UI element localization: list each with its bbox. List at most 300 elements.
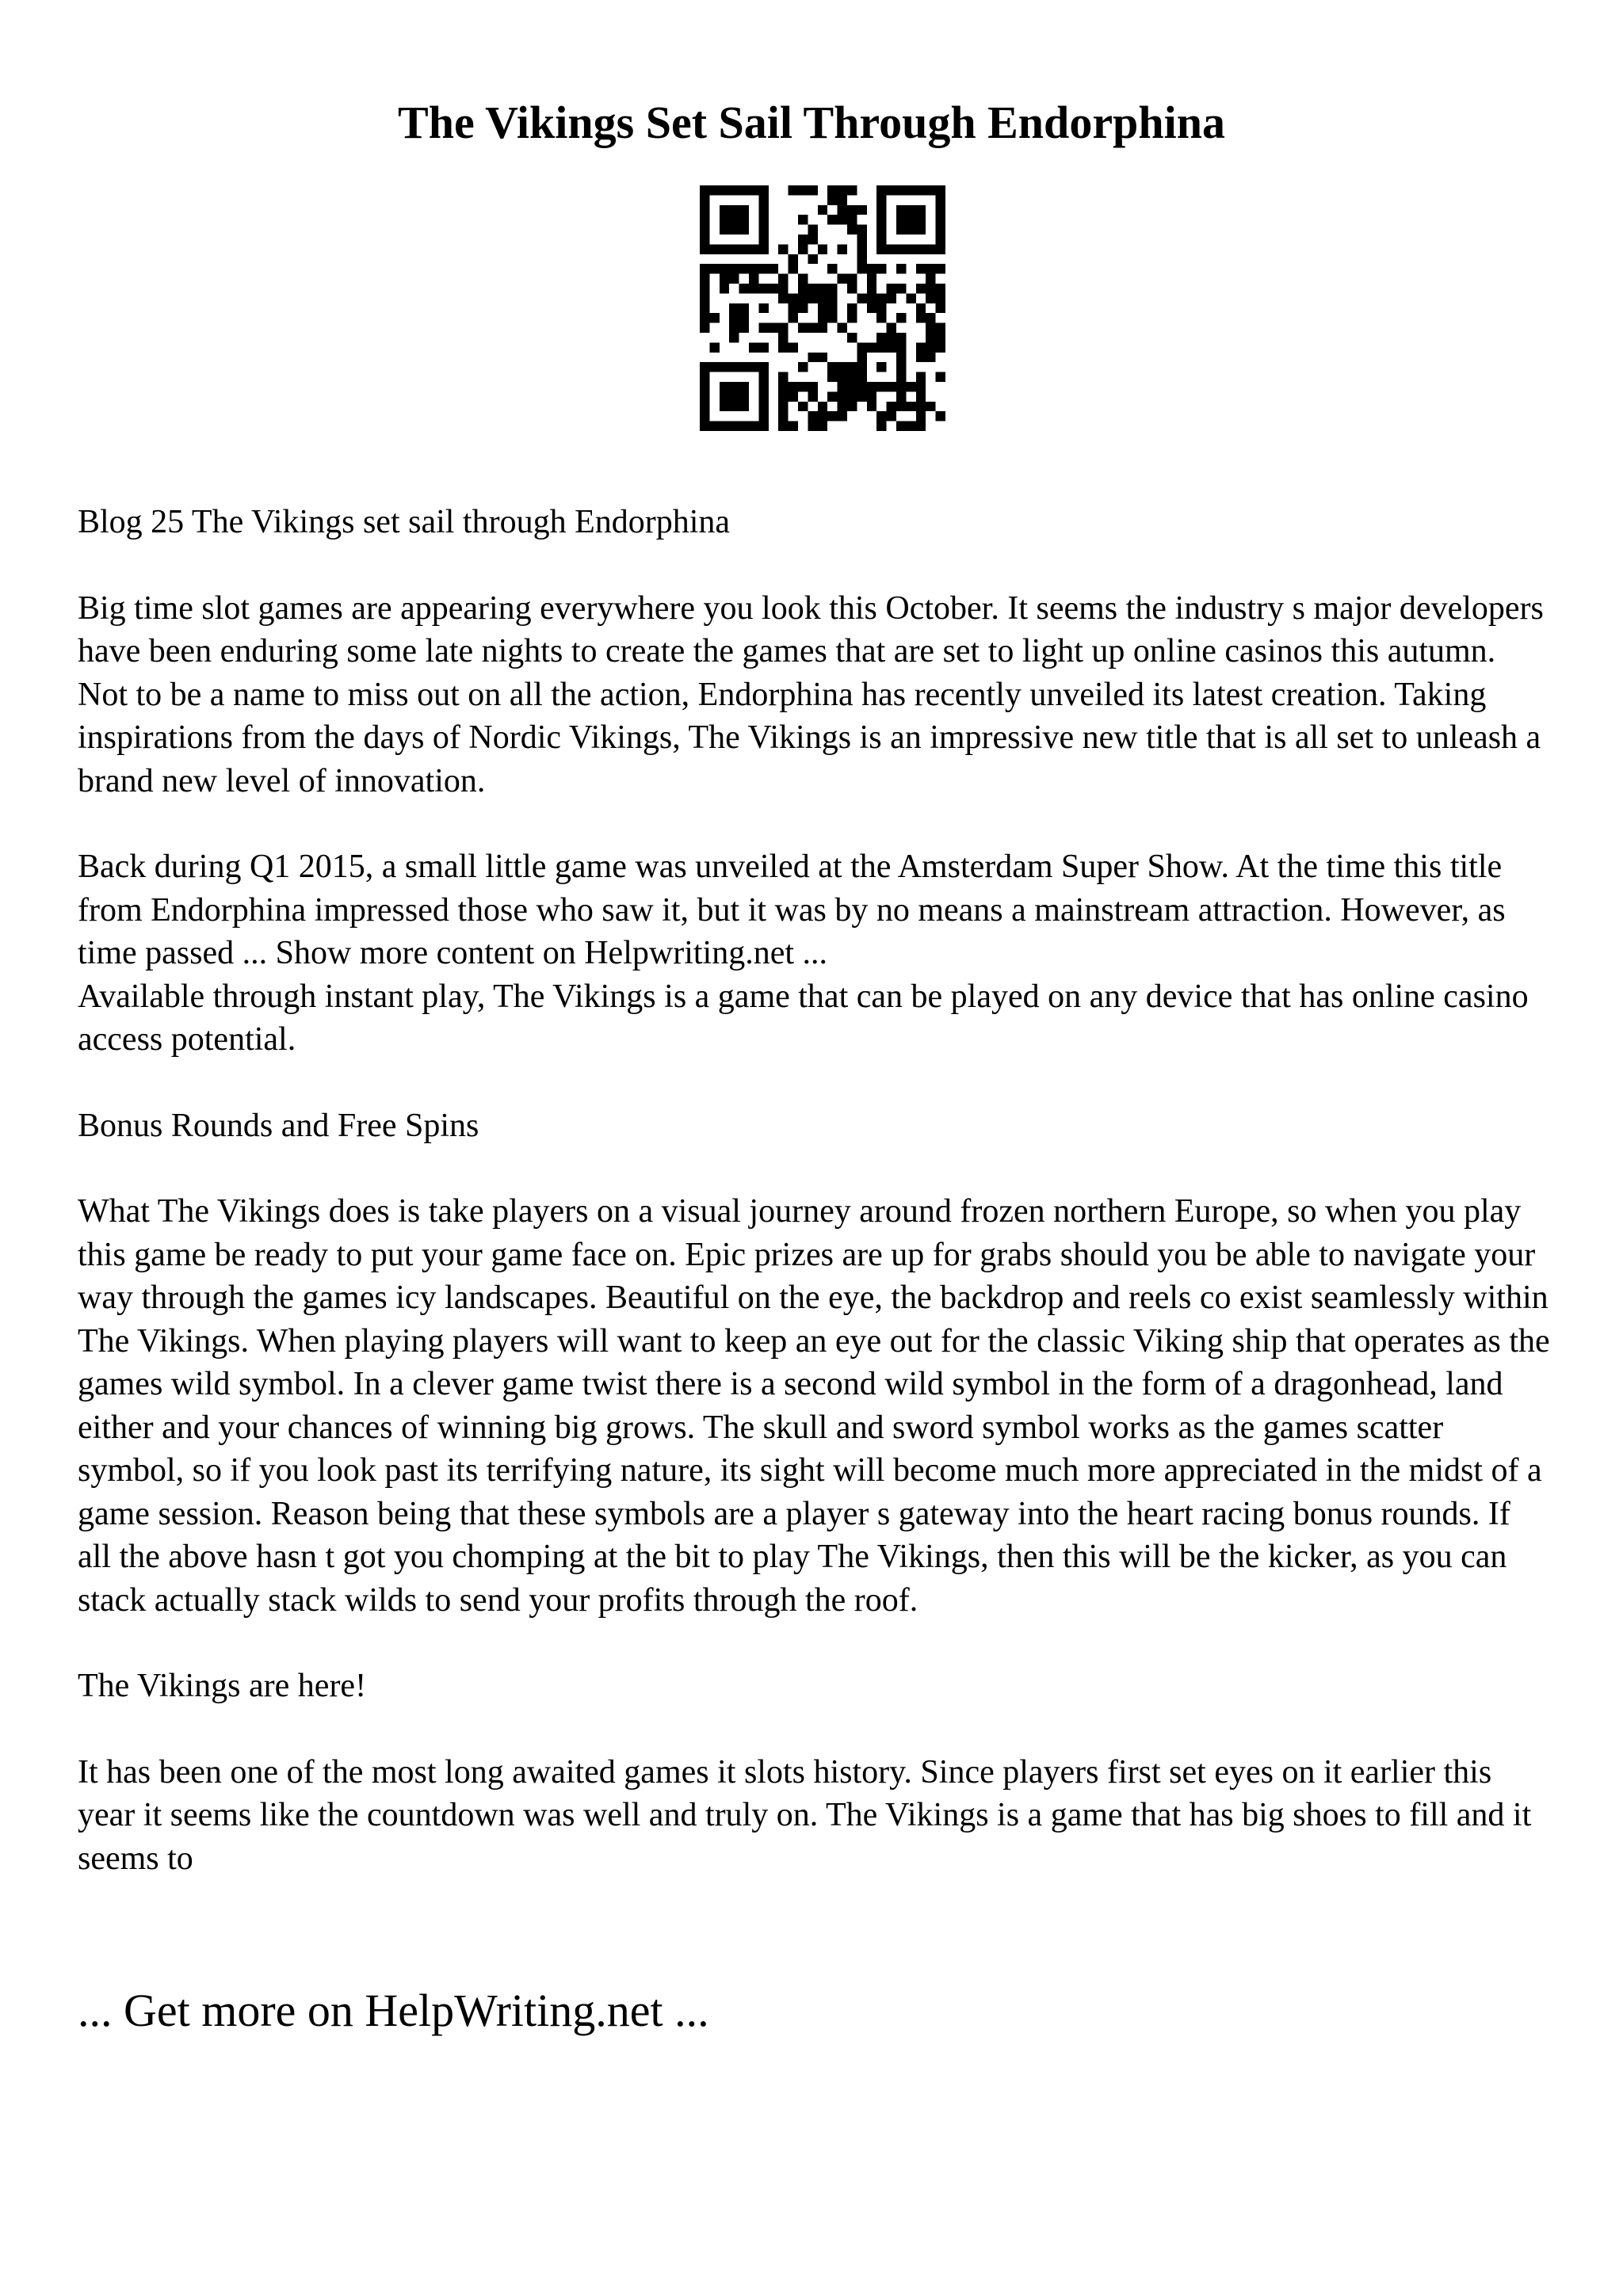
- qr-module: [709, 264, 719, 273]
- qr-module: [896, 264, 906, 273]
- qr-module: [896, 382, 906, 391]
- qr-module: [847, 333, 857, 342]
- qr-module: [758, 303, 768, 313]
- qr-module: [729, 333, 739, 342]
- qr-module: [876, 235, 886, 244]
- qr-module: [709, 421, 719, 431]
- qr-module: [936, 205, 945, 215]
- qr-module: [827, 185, 837, 195]
- qr-module: [700, 195, 709, 204]
- qr-module: [720, 402, 729, 411]
- qr-module: [778, 342, 788, 352]
- qr-module: [827, 293, 837, 303]
- qr-module: [827, 195, 837, 204]
- qr-module: [847, 284, 857, 293]
- qr-module: [700, 382, 709, 391]
- qr-module: [876, 382, 886, 391]
- qr-module: [739, 284, 749, 293]
- qr-module: [896, 402, 906, 411]
- qr-module: [936, 372, 945, 382]
- qr-module: [876, 185, 886, 195]
- qr-module: [827, 362, 837, 372]
- qr-module: [758, 421, 768, 431]
- qr-module: [916, 342, 926, 352]
- qr-module: [758, 185, 768, 195]
- qr-module: [936, 323, 945, 333]
- qr-module: [906, 421, 915, 431]
- qr-module: [758, 235, 768, 244]
- qr-module: [739, 391, 749, 401]
- qr-module: [876, 303, 886, 313]
- qr-module: [838, 382, 847, 391]
- qr-module: [778, 391, 788, 401]
- qr-module: [916, 402, 926, 411]
- qr-module: [700, 323, 709, 333]
- qr-module: [758, 205, 768, 215]
- qr-module: [896, 372, 906, 382]
- qr-module: [857, 264, 866, 273]
- qr-module: [758, 225, 768, 235]
- qr-module: [818, 402, 827, 411]
- qr-module: [838, 372, 847, 382]
- qr-module: [778, 333, 788, 342]
- qr-module: [749, 274, 758, 284]
- qr-module: [749, 342, 758, 352]
- qr-module: [778, 284, 788, 293]
- qr-module: [700, 274, 709, 284]
- qr-module: [818, 353, 827, 362]
- qr-module: [808, 293, 817, 303]
- qr-module: [926, 284, 935, 293]
- qr-module: [916, 244, 926, 254]
- qr-module: [906, 244, 915, 254]
- qr-module: [749, 362, 758, 372]
- qr-module: [916, 421, 926, 431]
- qr-module: [838, 274, 847, 284]
- qr-module: [916, 372, 926, 382]
- qr-module: [906, 205, 915, 215]
- qr-module: [739, 323, 749, 333]
- qr-module: [808, 353, 817, 362]
- qr-module: [758, 362, 768, 372]
- qr-module: [700, 185, 709, 195]
- qr-module: [916, 411, 926, 421]
- qr-module: [700, 244, 709, 254]
- qr-module: [876, 411, 886, 421]
- qr-module: [700, 391, 709, 401]
- qr-module: [926, 353, 935, 362]
- qr-module: [729, 215, 739, 224]
- qr-module: [847, 391, 857, 401]
- qr-module: [916, 215, 926, 224]
- qr-module: [808, 235, 817, 244]
- qr-module: [808, 225, 817, 235]
- qr-module: [720, 421, 729, 431]
- qr-module: [887, 333, 896, 342]
- qr-module: [896, 215, 906, 224]
- qr-module: [720, 284, 729, 293]
- qr-module: [887, 382, 896, 391]
- qr-module: [729, 313, 739, 322]
- qr-module: [906, 382, 915, 391]
- qr-module: [857, 244, 866, 254]
- qr-module: [739, 205, 749, 215]
- qr-module: [867, 274, 876, 284]
- qr-module: [867, 391, 876, 401]
- qr-module: [838, 362, 847, 372]
- paragraph-closing: It has been one of the most long awaited games it slots history. Since players first set eyes on it earlier this year it seems like the countdown was well and truly on. The Vikings is a game that has big shoes to fill and it seems to: [78, 1753, 1532, 1877]
- document-title: The Vikings Set Sail Through Endorphina: [398, 97, 1225, 148]
- qr-module: [709, 244, 719, 254]
- qr-module: [847, 215, 857, 224]
- qr-module: [827, 284, 837, 293]
- qr-module: [857, 293, 866, 303]
- qr-module: [798, 323, 808, 333]
- qr-module: [729, 303, 739, 313]
- qr-module: [808, 254, 817, 264]
- qr-module: [887, 323, 896, 333]
- qr-module: [700, 205, 709, 215]
- qr-module: [720, 382, 729, 391]
- qr-module: [789, 254, 798, 264]
- qr-module: [906, 225, 915, 235]
- qr-module: [936, 342, 945, 352]
- qr-module: [936, 235, 945, 244]
- qr-module: [720, 225, 729, 235]
- qr-module: [789, 421, 798, 431]
- qr-module: [896, 284, 906, 293]
- qr-module: [887, 411, 896, 421]
- qr-module: [876, 421, 886, 431]
- qr-code-icon[interactable]: [700, 185, 945, 431]
- qr-module: [778, 293, 788, 303]
- qr-module: [857, 362, 866, 372]
- qr-module: [926, 264, 935, 273]
- qr-module: [700, 225, 709, 235]
- qr-module: [847, 225, 857, 235]
- qr-module: [847, 185, 857, 195]
- qr-module: [926, 274, 935, 284]
- qr-module: [808, 284, 817, 293]
- qr-module: [789, 342, 798, 352]
- qr-module: [808, 421, 817, 431]
- qr-module: [818, 421, 827, 431]
- qr-module: [838, 402, 847, 411]
- qr-module: [916, 225, 926, 235]
- qr-module: [700, 293, 709, 303]
- qr-module: [926, 323, 935, 333]
- qr-module: [867, 284, 876, 293]
- qr-module: [916, 264, 926, 273]
- paragraph-gameplay: What The Vikings does is take players on a visual journey around frozen northern Europe, so when you play this game be ready to put your game face on. Epic prizes are up for grabs should you be able to navigate your way through the games icy landscapes. Beautiful on the eye, the backdrop and reels co exist seamlessly within The Vikings. When playing players will want to keep an eye out for the classic Viking ship that operates as the games wild symbol. In a clever game twist there is a second wild symbol in the form of a dragonhead, land either and your chances of winning big grows. The skull and sword symbol works as the games scatter symbol, so if you look past its terrifying nature, its sight will become much more appreciated in the midst of a game session. Reason being that these symbols are a player s gateway into the heart racing bonus rounds. If all the above hasn t got you chomping at the bit to play The Vikings, then this will be the kicker, as you can stack actually stack wilds to send your profits through the roof.: [78, 1193, 1550, 1619]
- qr-module: [798, 244, 808, 254]
- qr-module: [778, 244, 788, 254]
- qr-module: [867, 382, 876, 391]
- qr-module: [838, 205, 847, 215]
- qr-module: [827, 215, 837, 224]
- qr-module: [818, 284, 827, 293]
- qr-module: [808, 323, 817, 333]
- get-more-link[interactable]: ... Get more on HelpWriting.net ...: [78, 1985, 709, 2036]
- qr-module: [798, 284, 808, 293]
- qr-module: [847, 402, 857, 411]
- qr-module: [808, 185, 817, 195]
- qr-module: [778, 411, 788, 421]
- qr-module: [857, 372, 866, 382]
- qr-module: [857, 382, 866, 391]
- qr-module: [789, 313, 798, 322]
- qr-module: [827, 303, 837, 313]
- qr-module: [778, 421, 788, 431]
- qr-module: [789, 264, 798, 273]
- qr-module: [778, 323, 788, 333]
- qr-module: [700, 235, 709, 244]
- qr-module: [700, 372, 709, 382]
- qr-module: [936, 333, 945, 342]
- qr-module: [847, 382, 857, 391]
- qr-module: [818, 313, 827, 322]
- qr-module: [729, 185, 739, 195]
- qr-module: [936, 195, 945, 204]
- qr-module: [896, 391, 906, 401]
- qr-module: [778, 372, 788, 382]
- qr-module: [739, 244, 749, 254]
- qr-module: [936, 411, 945, 421]
- qr-module: [936, 225, 945, 235]
- qr-module: [896, 362, 906, 372]
- qr-module: [916, 185, 926, 195]
- qr-module: [896, 333, 906, 342]
- qr-module: [729, 205, 739, 215]
- qr-module: [798, 185, 808, 195]
- qr-module: [867, 264, 876, 273]
- qr-module: [758, 411, 768, 421]
- qr-module: [720, 264, 729, 273]
- qr-module: [798, 382, 808, 391]
- qr-module: [876, 264, 886, 273]
- qr-module: [847, 372, 857, 382]
- qr-module: [769, 284, 778, 293]
- qr-module: [729, 225, 739, 235]
- qr-module: [916, 205, 926, 215]
- qr-module: [876, 195, 886, 204]
- qr-module: [720, 274, 729, 284]
- qr-module: [769, 323, 778, 333]
- qr-module: [749, 264, 758, 273]
- qr-module: [789, 293, 798, 303]
- qr-module: [887, 284, 896, 293]
- qr-module: [729, 244, 739, 254]
- qr-module: [778, 402, 788, 411]
- qr-module: [936, 303, 945, 313]
- qr-module: [838, 391, 847, 401]
- paragraph-background: Back during Q1 2015, a small little game was unveiled at the Amsterdam Super Show. At the time this title from Endorphina impressed those who saw it, but it was by no means a mainstream attraction. However, as time passed ... Show more content on Helpwriting.net ...: [78, 849, 1506, 971]
- qr-module: [936, 244, 945, 254]
- qr-module: [876, 333, 886, 342]
- qr-module: [867, 293, 876, 303]
- qr-module: [876, 313, 886, 322]
- qr-module: [916, 284, 926, 293]
- qr-module: [867, 342, 876, 352]
- qr-module: [739, 264, 749, 273]
- qr-module: [916, 382, 926, 391]
- qr-module: [916, 313, 926, 322]
- qr-module: [887, 342, 896, 352]
- qr-module: [709, 342, 719, 352]
- qr-module: [876, 244, 886, 254]
- qr-module: [729, 274, 739, 284]
- qr-module: [739, 185, 749, 195]
- qr-module: [876, 293, 886, 303]
- qr-module: [739, 382, 749, 391]
- qr-module: [700, 402, 709, 411]
- qr-module: [896, 353, 906, 362]
- qr-module: [729, 264, 739, 273]
- qr-module: [749, 185, 758, 195]
- qr-module: [916, 303, 926, 313]
- qr-module: [867, 402, 876, 411]
- qr-module: [789, 391, 798, 401]
- qr-module: [896, 225, 906, 235]
- qr-module: [857, 391, 866, 401]
- qr-module: [758, 264, 768, 273]
- qr-module: [798, 362, 808, 372]
- qr-module: [729, 323, 739, 333]
- qr-module: [926, 244, 935, 254]
- blog-heading: Blog 25 The Vikings set sail through Endorphina: [78, 504, 731, 540]
- qr-module: [789, 185, 798, 195]
- qr-module: [798, 274, 808, 284]
- qr-module: [700, 362, 709, 372]
- qr-module: [876, 225, 886, 235]
- qr-module: [798, 293, 808, 303]
- qr-module: [818, 244, 827, 254]
- qr-module: [758, 323, 768, 333]
- qr-module: [778, 274, 788, 284]
- qr-module: [720, 244, 729, 254]
- paragraph-availability: Available through instant play, The Vikings is a game that can be played on any device that has online casino access potential.: [78, 978, 1529, 1058]
- qr-module: [906, 293, 915, 303]
- qr-module: [926, 185, 935, 195]
- qr-module: [827, 313, 837, 322]
- qr-module: [778, 382, 788, 391]
- qr-module: [758, 195, 768, 204]
- qr-module: [739, 402, 749, 411]
- qr-module: [906, 215, 915, 224]
- qr-module: [847, 313, 857, 322]
- qr-module: [700, 411, 709, 421]
- qr-module: [857, 235, 866, 244]
- qr-module: [827, 372, 837, 382]
- qr-module: [916, 391, 926, 401]
- qr-module: [808, 382, 817, 391]
- qr-module: [758, 244, 768, 254]
- qr-module: [798, 402, 808, 411]
- section-heading-here: The Vikings are here!: [78, 1668, 367, 1704]
- qr-module: [847, 362, 857, 372]
- qr-module: [739, 362, 749, 372]
- qr-module: [729, 382, 739, 391]
- qr-module: [887, 244, 896, 254]
- qr-module: [936, 293, 945, 303]
- qr-module: [936, 185, 945, 195]
- qr-module: [887, 185, 896, 195]
- qr-module: [709, 313, 719, 322]
- qr-module: [739, 225, 749, 235]
- article-body: [78, 501, 1552, 1923]
- qr-module: [838, 185, 847, 195]
- qr-module: [818, 293, 827, 303]
- qr-module: [827, 411, 837, 421]
- qr-module: [808, 411, 817, 421]
- qr-module: [739, 303, 749, 313]
- qr-module: [709, 362, 719, 372]
- qr-module: [789, 382, 798, 391]
- qr-module: [700, 215, 709, 224]
- qr-module: [818, 303, 827, 313]
- qr-module: [847, 205, 857, 215]
- qr-module: [838, 195, 847, 204]
- qr-module: [818, 323, 827, 333]
- qr-module: [769, 264, 778, 273]
- qr-module: [847, 303, 857, 313]
- qr-module: [857, 353, 866, 362]
- qr-module: [916, 353, 926, 362]
- qr-module: [857, 342, 866, 352]
- qr-module: [926, 333, 935, 342]
- qr-module: [729, 391, 739, 401]
- qr-module: [857, 205, 866, 215]
- qr-module: [926, 293, 935, 303]
- qr-module: [808, 391, 817, 401]
- qr-module: [798, 215, 808, 224]
- qr-module: [749, 421, 758, 431]
- qr-module: [758, 342, 768, 352]
- qr-module: [729, 362, 739, 372]
- qr-module: [857, 254, 866, 264]
- qr-module: [758, 402, 768, 411]
- qr-module: [906, 402, 915, 411]
- qr-module: [700, 284, 709, 293]
- qr-module: [700, 421, 709, 431]
- qr-module: [876, 205, 886, 215]
- qr-module: [827, 264, 837, 273]
- qr-module: [936, 215, 945, 224]
- qr-module: [709, 185, 719, 195]
- paragraph-intro: Big time slot games are appearing everywhere you look this October. It seems the industry s major developers have been enduring some late nights to create the games that are set to light up online casinos this autumn. Not to be a name to miss out on all the action, Endorphina has recently unveiled its latest creation. Taking inspirations from the days of Nordic Vikings, The Vikings is an impressive new title that is all set to unleash a brand new level of innovation.: [78, 589, 1544, 799]
- qr-module: [720, 391, 729, 401]
- qr-module: [857, 225, 866, 235]
- qr-module: [720, 362, 729, 372]
- qr-module: [876, 215, 886, 224]
- qr-module: [700, 303, 709, 313]
- qr-module: [758, 284, 768, 293]
- qr-module: [896, 421, 906, 431]
- qr-module: [739, 215, 749, 224]
- qr-module: [896, 342, 906, 352]
- qr-module: [896, 244, 906, 254]
- section-heading-bonus: Bonus Rounds and Free Spins: [78, 1107, 479, 1144]
- qr-module: [798, 303, 808, 313]
- qr-module: [876, 342, 886, 352]
- qr-module: [827, 391, 837, 401]
- qr-module: [720, 205, 729, 215]
- qr-module: [926, 313, 935, 322]
- qr-module: [926, 402, 935, 411]
- qr-module: [758, 391, 768, 401]
- qr-module: [758, 215, 768, 224]
- qr-module: [739, 313, 749, 322]
